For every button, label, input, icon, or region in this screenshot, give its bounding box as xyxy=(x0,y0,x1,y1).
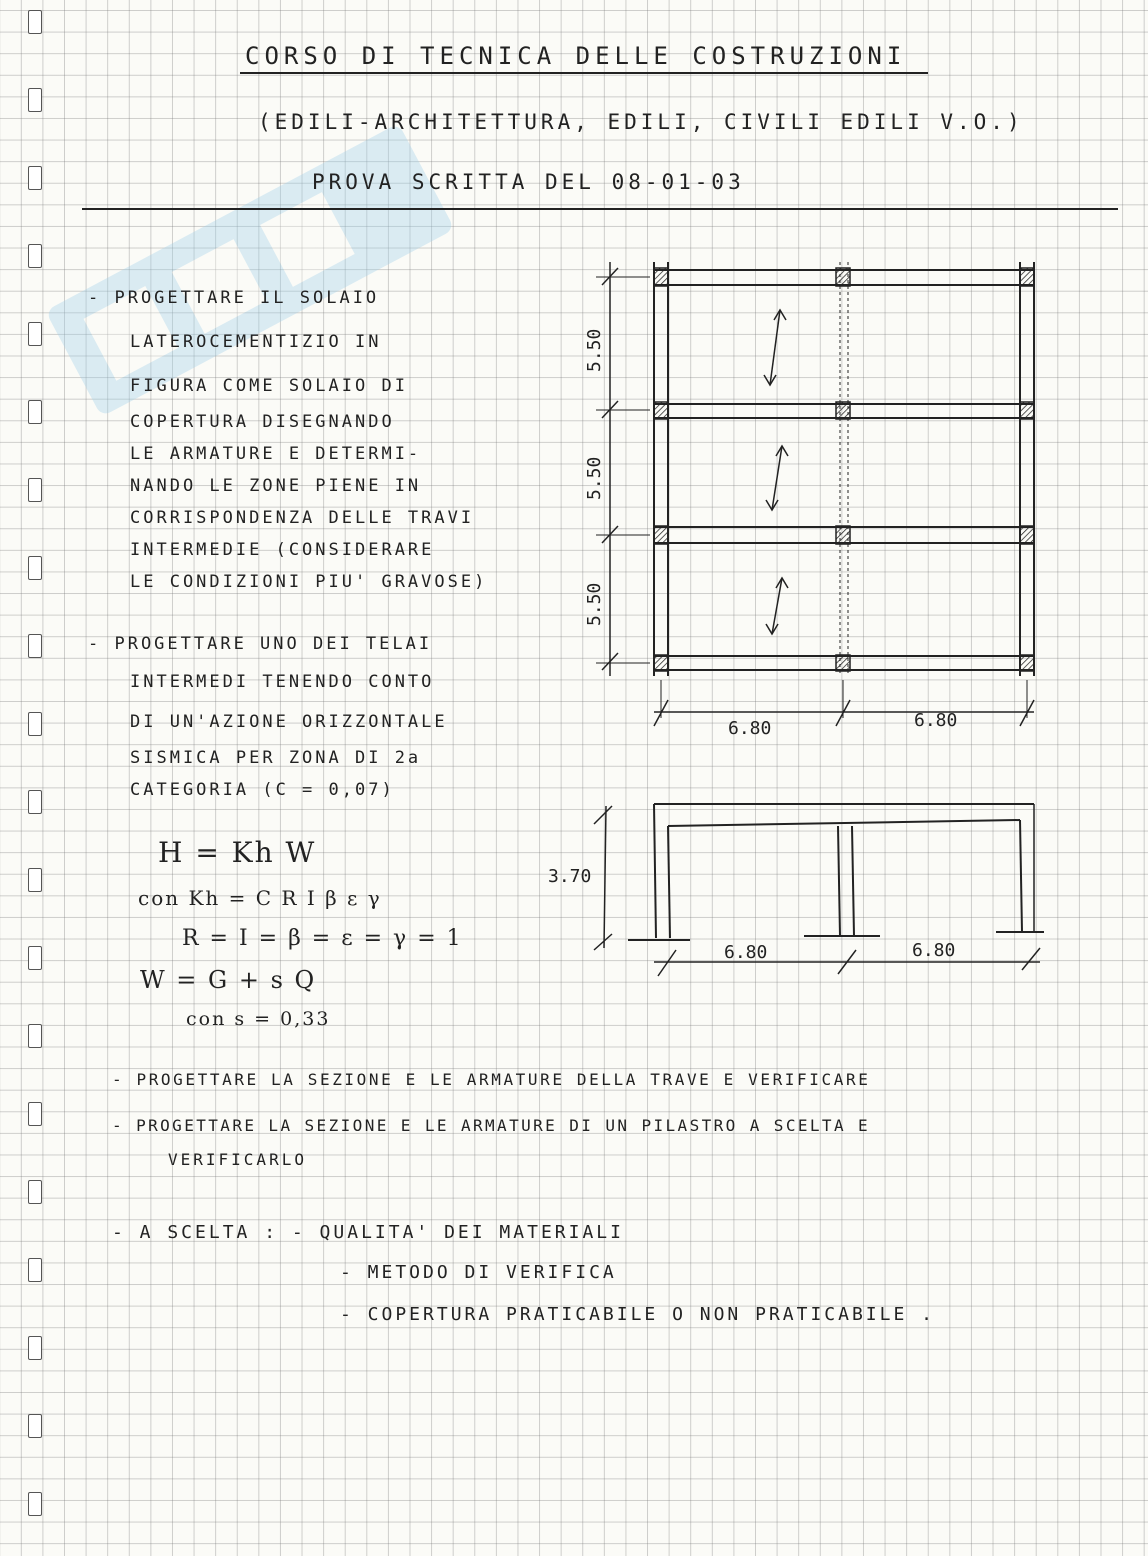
floor-plan xyxy=(596,262,1034,726)
task-line: CATEGORIA (C = 0,07) xyxy=(130,780,395,800)
joist-direction-arrows xyxy=(764,310,788,634)
page-title: CORSO DI TECNICA DELLE COSTRUZIONI xyxy=(245,42,907,70)
plan-dim-x1: 6.80 xyxy=(728,718,772,739)
task-line: INTERMEDI TENENDO CONTO xyxy=(130,672,435,692)
task-choice: - A SCELTA : - QUALITA' DEI MATERIALI xyxy=(112,1222,624,1243)
task-line: - PROGETTARE UNO DEI TELAI xyxy=(88,634,433,654)
plan-dim-x2: 6.80 xyxy=(914,710,958,731)
plan-dim-y1: 5.50 xyxy=(584,328,605,372)
plan-dim-y3: 5.50 xyxy=(584,582,605,626)
task-line: LE CONDIZIONI PIU' GRAVOSE) xyxy=(130,572,488,592)
task-line: COPERTURA DISEGNANDO xyxy=(130,412,395,432)
task-line: NANDO LE ZONE PIENE IN xyxy=(130,476,422,496)
plan-horizontal-dimension xyxy=(654,680,1034,726)
frame-dim-height: 3.70 xyxy=(548,866,592,887)
task-column: - PROGETTARE LA SEZIONE E LE ARMATURE DI UN PILASTRO A SCELTA E xyxy=(112,1116,871,1135)
plan-dim-y2: 5.50 xyxy=(584,456,605,500)
task-line: CORRISPONDENZA DELLE TRAVI xyxy=(130,508,475,528)
task-beam: - PROGETTARE LA SEZIONE E LE ARMATURE DELLA TRAVE E VERIFICARE xyxy=(112,1070,871,1089)
course-subtitle: (EDILI-ARCHITETTURA, EDILI, CIVILI EDILI V.O.) xyxy=(258,110,1024,134)
frame-dim-x2: 6.80 xyxy=(912,940,956,961)
formula-s: con s = 0,33 xyxy=(186,1008,331,1030)
task-choice-item: - METODO DI VERIFICA xyxy=(340,1262,617,1283)
task-line: LE ARMATURE E DETERMI- xyxy=(130,444,422,464)
task-line: LATEROCEMENTIZIO IN xyxy=(130,332,382,352)
formula-seismic-force: H = Kh W xyxy=(158,836,317,869)
plan-beams xyxy=(654,270,1034,670)
task-line: DI UN'AZIONE ORIZZONTALE xyxy=(130,712,448,732)
formula-coefficients: R = I = β = ε = γ = 1 xyxy=(182,926,463,951)
frame-elevation xyxy=(594,804,1044,976)
task-line: FIGURA COME SOLAIO DI xyxy=(130,376,408,396)
task-column-cont: VERIFICARLO xyxy=(168,1150,307,1169)
plan-columns xyxy=(654,268,1034,671)
plan-columns-lines xyxy=(654,262,1034,676)
formula-kh: con Kh = C R I β ε γ xyxy=(138,886,382,910)
task-line: - PROGETTARE IL SOLAIO xyxy=(88,288,380,308)
exam-date: PROVA SCRITTA DEL 08-01-03 xyxy=(312,170,745,194)
task-line: INTERMEDIE (CONSIDERARE xyxy=(130,540,435,560)
formula-weight: W = G + s Q xyxy=(140,966,317,994)
task-choice-item: - COPERTURA PRATICABILE O NON PRATICABILE . xyxy=(340,1304,935,1325)
frame-dim-x1: 6.80 xyxy=(724,942,768,963)
task-line: SISMICA PER ZONA DI 2a xyxy=(130,748,422,768)
